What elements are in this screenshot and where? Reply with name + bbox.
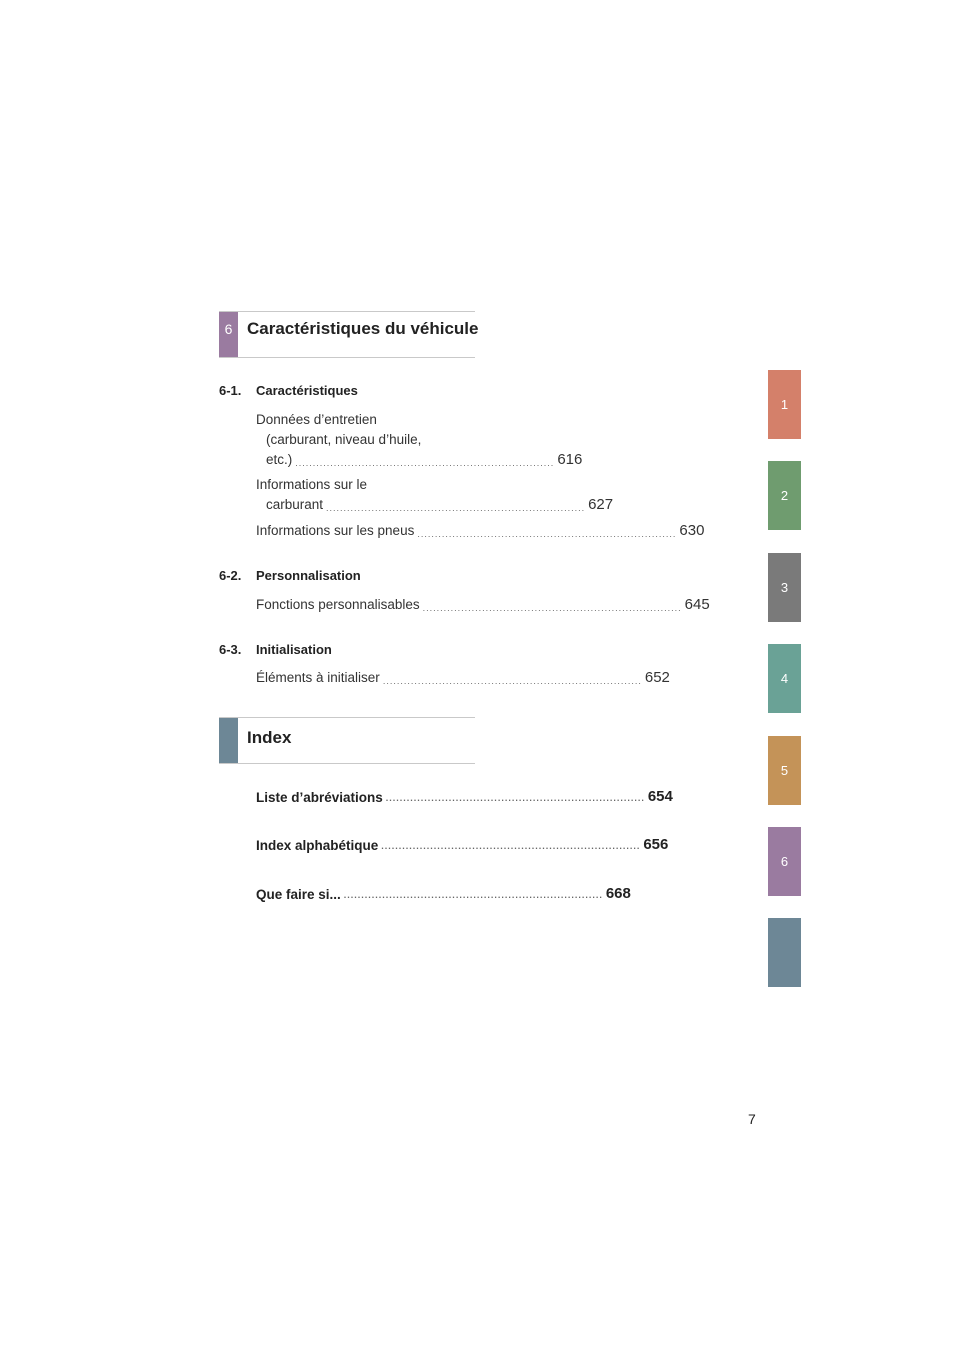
subsection-6-1-title: [219, 383, 358, 398]
dot-leader: ..........................................................................: [422, 603, 682, 613]
chapter-tab-5[interactable]: 5: [768, 736, 801, 805]
entry-text: Informations sur les pneus: [256, 523, 415, 538]
subsection-number: 6-2.: [219, 568, 242, 583]
section-title: Caractéristiques du véhicule: [247, 319, 479, 338]
entry-text: Que faire si...: [256, 887, 341, 902]
index-entry-alphabetique[interactable]: [256, 836, 669, 853]
entry-leader-line: [256, 450, 583, 470]
page-ref: 645: [684, 596, 710, 613]
subsection-number: 6-3.: [219, 642, 242, 657]
chapter-tab-index[interactable]: [768, 918, 801, 987]
entry-text: (carburant, niveau d’huile,: [266, 432, 422, 447]
dot-leader: ..........................................................................: [385, 793, 645, 803]
index-entry-que-faire-si[interactable]: [256, 885, 631, 902]
page-number: 7: [748, 1111, 756, 1127]
chapter-tab-6[interactable]: 6: [768, 827, 801, 896]
page-ref: 654: [647, 788, 673, 805]
subsection-label: Personnalisation: [256, 568, 361, 583]
entry-leader-line: [256, 495, 614, 515]
chapter-tab-1[interactable]: 1: [768, 370, 801, 439]
subsection-6-3-title: [219, 642, 332, 657]
section-color-badge: [219, 718, 238, 763]
index-entry-abreviations[interactable]: [256, 788, 673, 805]
entry-leader-line: [256, 836, 669, 853]
page-ref: 616: [557, 451, 583, 468]
toc-entry-informations-carburant[interactable]: [256, 475, 614, 515]
entry-text: Liste d’abréviations: [256, 790, 383, 805]
subsection-label: Caractéristiques: [256, 383, 358, 398]
entry-text: etc.): [266, 452, 293, 467]
page-ref: 630: [679, 522, 705, 539]
page-ref: 652: [644, 669, 670, 686]
dot-leader: ..........................................................................: [381, 841, 641, 851]
page-ref: 656: [643, 836, 669, 853]
section-6-header: [219, 311, 479, 358]
dot-leader: ..........................................................................: [326, 503, 586, 513]
subsection-6-2-title: [219, 568, 361, 583]
chapter-tab-2[interactable]: 2: [768, 461, 801, 530]
page-ref: 668: [605, 885, 631, 902]
subsection-number: 6-1.: [219, 383, 242, 398]
entry-leader-line: [256, 885, 631, 902]
chapter-tab-3[interactable]: 3: [768, 553, 801, 622]
entry-leader-line: [256, 521, 705, 541]
page-ref: 627: [588, 496, 614, 513]
entry-text: Informations sur le: [256, 477, 368, 492]
toc-entry-fonctions-personnalisables[interactable]: [256, 595, 710, 615]
section-number-badge: 6: [219, 312, 238, 357]
toc-entry-donnees-entretien[interactable]: [256, 410, 583, 470]
entry-text: Données d’entretien: [256, 412, 377, 427]
dot-leader: ..........................................................................: [295, 458, 555, 468]
toc-entry-informations-pneus[interactable]: [256, 521, 705, 541]
dot-leader: ..........................................................................: [417, 529, 677, 539]
index-section-header: [219, 717, 475, 764]
entry-leader-line: [256, 595, 710, 615]
chapter-tab-4[interactable]: 4: [768, 644, 801, 713]
toc-entry-elements-initialiser[interactable]: [256, 668, 670, 688]
entry-leader-line: [256, 788, 673, 805]
subsection-label: Initialisation: [256, 642, 332, 657]
entry-text: Index alphabétique: [256, 838, 379, 853]
entry-leader-line: [256, 668, 670, 688]
entry-text: Éléments à initialiser: [256, 670, 380, 685]
dot-leader: ..........................................................................: [343, 890, 603, 900]
dot-leader: ..........................................................................: [382, 676, 642, 686]
entry-text: carburant: [266, 497, 324, 512]
entry-text: Fonctions personnalisables: [256, 597, 420, 612]
section-title: Index: [247, 728, 292, 747]
